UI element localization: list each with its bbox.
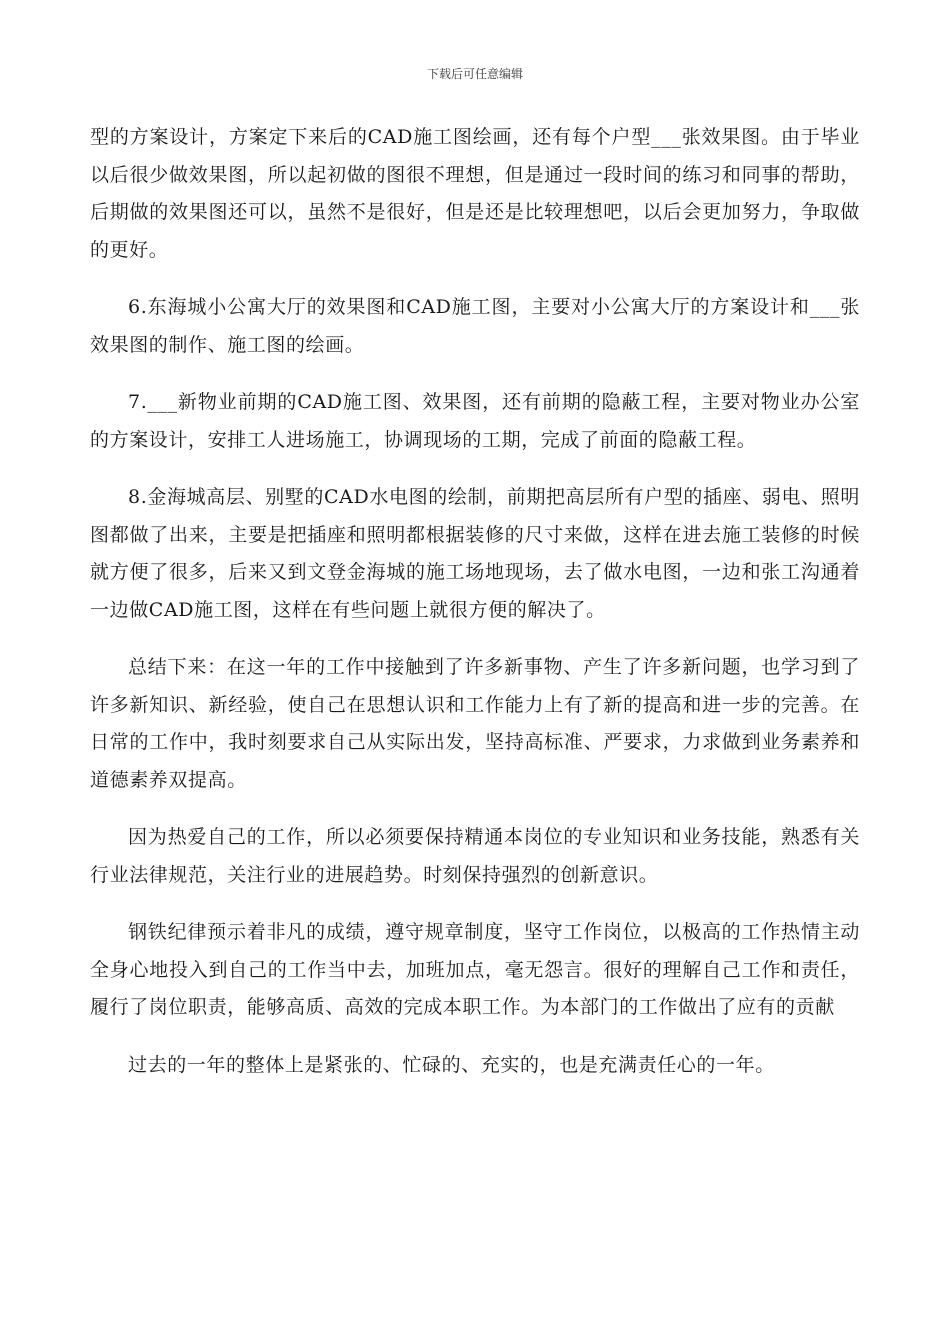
paragraph-item-7: 7.___新物业前期的CAD施工图、效果图，还有前期的隐蔽工程，主要对物业办公室的方案设计，安排工人进场施工，协调现场的工期，完成了前面的隐蔽工程。 bbox=[90, 391, 860, 451]
paragraph-continuation: 型的方案设计，方案定下来后的CAD施工图绘画，还有每个户型___张效果图。由于毕业以后很少做效果图，所以起初做的图很不理想，但是通过一段时间的练习和同事的帮助，后期做的效果图还可以，虽然不是很好，但是还是比较理想吧，以后会更加努力，争取做的更好。 bbox=[90, 126, 860, 261]
paragraph-passion: 因为热爱自己的工作，所以必须要保持精通本岗位的专业知识和业务技能，熟悉有关行业法律规范，关注行业的进展趋势。时刻保持强烈的创新意识。 bbox=[90, 826, 860, 886]
paragraph-conclusion: 过去的一年的整体上是紧张的、忙碌的、充实的，也是充满责任心的一年。 bbox=[128, 1053, 775, 1076]
page-header: 下载后可任意编辑 bbox=[426, 67, 523, 81]
paragraph-discipline: 钢铁纪律预示着非凡的成绩，遵守规章制度，坚守工作岗位，以极高的工作热情主动全身心地投入到自己的工作当中去，加班加点，毫无怨言。很好的理解自己工作和责任，履行了岗位职责，能够高质、高效的完成本职工作。为本部门的工作做出了应有的贡献 bbox=[90, 921, 860, 1018]
paragraph-item-8: 8.金海城高层、别墅的CAD水电图的绘制，前期把高层所有户型的插座、弱电、照明图都做了出来，主要是把插座和照明都根据装修的尺寸来做，这样在进去施工装修的时候就方便了很多，后来又到文登金海城的施工场地现场，去了做水电图，一边和张工沟通着一边做CAD施工图，这样在有些问题上就很方便的解决了。 bbox=[90, 486, 860, 621]
paragraph-item-6: 6.东海城小公寓大厅的效果图和CAD施工图，主要对小公寓大厅的方案设计和___张效果图的制作、施工图的绘画。 bbox=[90, 296, 860, 356]
document-body bbox=[90, 119, 860, 1104]
paragraph-summary: 总结下来：在这一年的工作中接触到了许多新事物、产生了许多新问题，也学习到了许多新知识、新经验，使自己在思想认识和工作能力上有了新的提高和进一步的完善。在日常的工作中，我时刻要求自己从实际出发，坚持高标准、严要求，力求做到业务素养和道德素养双提高。 bbox=[90, 656, 860, 791]
